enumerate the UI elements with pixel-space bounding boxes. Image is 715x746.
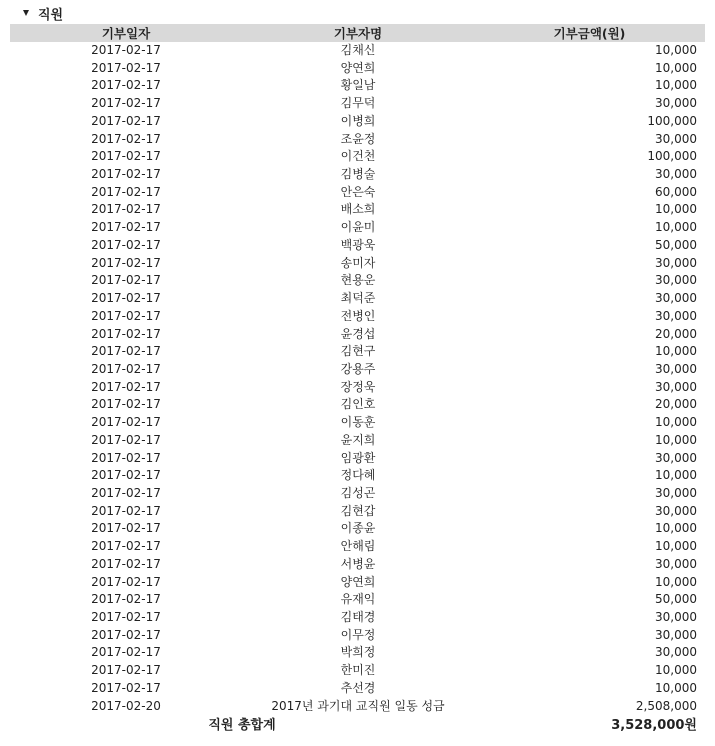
column-header-date: 기부일자 (10, 24, 242, 42)
table-row (10, 485, 705, 503)
table-row (10, 520, 705, 538)
table-header-row (10, 24, 705, 42)
row-donor-name: 최덕준 (340, 291, 376, 306)
row-donor-name: 서병윤 (340, 556, 376, 571)
row-amount: 10,000 (655, 344, 697, 359)
row-donor-name: 유재익 (340, 592, 376, 607)
row-amount: 30,000 (655, 503, 697, 518)
row-donor-name: 김현갑 (340, 503, 376, 518)
row-amount: 10,000 (655, 432, 697, 447)
row-date: 2017-02-17 (91, 326, 161, 341)
table-row (10, 201, 705, 219)
row-date: 2017-02-17 (91, 645, 161, 660)
row-donor-name: 추선경 (340, 680, 376, 695)
row-donor-name: 배소희 (340, 202, 376, 217)
row-amount: 10,000 (655, 415, 697, 430)
row-date: 2017-02-17 (91, 680, 161, 695)
row-donor-name: 안해림 (340, 539, 376, 554)
row-amount: 10,000 (655, 680, 697, 695)
row-donor-name: 장정욱 (340, 379, 376, 394)
table-row (10, 77, 705, 95)
row-amount: 30,000 (655, 450, 697, 465)
row-date: 2017-02-17 (91, 184, 161, 199)
table-row (10, 414, 705, 432)
table-row (10, 184, 705, 202)
section-title: 직원 (38, 7, 64, 23)
row-donor-name: 김채신 (340, 43, 376, 57)
row-amount: 30,000 (655, 485, 697, 500)
row-date: 2017-02-17 (91, 273, 161, 288)
total-row (10, 715, 705, 737)
row-donor-name: 정다혜 (340, 468, 376, 483)
row-date: 2017-02-17 (91, 415, 161, 430)
row-amount: 10,000 (655, 78, 697, 93)
row-amount: 30,000 (655, 291, 697, 306)
table-row (10, 60, 705, 78)
row-donor-name: 이무정 (340, 627, 376, 642)
row-amount: 10,000 (655, 521, 697, 536)
table-row (10, 396, 705, 414)
table-row (10, 343, 705, 361)
table-row (10, 166, 705, 184)
row-date: 2017-02-17 (91, 149, 161, 164)
table-row (10, 609, 705, 627)
row-donor-name: 김태경 (340, 610, 376, 624)
row-donor-name: 안은숙 (340, 184, 376, 199)
table-row (10, 255, 705, 273)
table-row (10, 148, 705, 166)
row-amount: 30,000 (655, 167, 697, 182)
row-date: 2017-02-17 (91, 397, 161, 412)
row-donor-name: 전병인 (340, 308, 376, 323)
row-date: 2017-02-17 (91, 255, 161, 270)
row-amount: 30,000 (655, 610, 697, 624)
row-donor-name: 2017년 과기대 교직원 일동 성금 (271, 698, 445, 713)
row-donor-name: 이동훈 (340, 415, 376, 430)
row-donor-name: 박희정 (340, 645, 376, 660)
row-donor-name: 김성곤 (340, 485, 376, 500)
table-row (10, 308, 705, 326)
row-date: 2017-02-17 (91, 96, 161, 111)
row-donor-name: 양연희 (340, 60, 376, 75)
table-row (10, 698, 705, 716)
row-donor-name: 이종윤 (340, 521, 376, 536)
collapse-triangle-icon[interactable] (23, 10, 29, 16)
row-amount: 20,000 (655, 326, 697, 341)
row-date: 2017-02-17 (91, 237, 161, 252)
row-amount: 10,000 (655, 220, 697, 235)
row-date: 2017-02-17 (91, 610, 161, 624)
row-donor-name: 임광환 (340, 450, 376, 465)
row-donor-name: 김현구 (340, 344, 376, 359)
row-amount: 30,000 (655, 627, 697, 642)
donation-table (10, 24, 705, 737)
table-row (10, 450, 705, 468)
row-amount: 30,000 (655, 273, 697, 288)
row-donor-name: 김병술 (340, 167, 376, 182)
table-row (10, 432, 705, 450)
row-date: 2017-02-17 (91, 468, 161, 483)
row-amount: 30,000 (655, 96, 697, 111)
row-date: 2017-02-17 (91, 113, 161, 128)
row-donor-name: 양연희 (340, 574, 376, 589)
row-donor-name: 이건천 (340, 149, 376, 164)
row-date: 2017-02-17 (91, 291, 161, 306)
row-amount: 30,000 (655, 131, 697, 146)
row-date: 2017-02-17 (91, 361, 161, 376)
row-amount: 60,000 (655, 184, 697, 199)
row-date: 2017-02-17 (91, 574, 161, 589)
table-row (10, 662, 705, 680)
row-amount: 30,000 (655, 379, 697, 394)
row-date: 2017-02-17 (91, 308, 161, 323)
row-date: 2017-02-17 (91, 592, 161, 607)
table-row (10, 219, 705, 237)
table-row (10, 379, 705, 397)
row-donor-name: 현용운 (340, 273, 376, 288)
column-header-name: 기부자명 (242, 24, 474, 42)
table-row (10, 95, 705, 113)
row-date: 2017-02-17 (91, 379, 161, 394)
row-donor-name: 윤경섭 (340, 326, 376, 341)
table-row (10, 361, 705, 379)
row-donor-name: 황일남 (340, 78, 376, 93)
row-date: 2017-02-17 (91, 450, 161, 465)
row-date: 2017-02-17 (91, 220, 161, 235)
row-date: 2017-02-17 (91, 539, 161, 554)
row-date: 2017-02-17 (91, 43, 161, 57)
row-amount: 50,000 (655, 592, 697, 607)
row-amount: 50,000 (655, 237, 697, 252)
table-row (10, 326, 705, 344)
row-donor-name: 조윤정 (340, 131, 376, 146)
table-body (10, 42, 705, 715)
table-row (10, 42, 705, 60)
table-row (10, 574, 705, 592)
row-amount: 2,508,000 (635, 698, 697, 713)
row-amount: 30,000 (655, 645, 697, 660)
row-date: 2017-02-17 (91, 202, 161, 217)
table-row (10, 627, 705, 645)
row-amount: 30,000 (655, 361, 697, 376)
table-row (10, 591, 705, 609)
table-row (10, 556, 705, 574)
row-amount: 10,000 (655, 202, 697, 217)
row-donor-name: 한미진 (340, 663, 376, 678)
table-row (10, 290, 705, 308)
row-donor-name: 김무덕 (340, 96, 376, 111)
row-amount: 10,000 (655, 539, 697, 554)
row-date: 2017-02-20 (91, 698, 161, 713)
row-donor-name: 이윤미 (340, 220, 376, 235)
row-amount: 10,000 (655, 468, 697, 483)
row-date: 2017-02-17 (91, 556, 161, 571)
row-donor-name: 백광욱 (340, 237, 376, 252)
row-donor-name: 윤지희 (340, 432, 376, 447)
row-date: 2017-02-17 (91, 627, 161, 642)
table-row (10, 467, 705, 485)
row-donor-name: 김인호 (340, 397, 376, 412)
table-row (10, 644, 705, 662)
row-amount: 20,000 (655, 397, 697, 412)
table-row (10, 237, 705, 255)
row-date: 2017-02-17 (91, 432, 161, 447)
row-date: 2017-02-17 (91, 503, 161, 518)
row-amount: 30,000 (655, 255, 697, 270)
table-row (10, 538, 705, 556)
row-donor-name: 이병희 (340, 113, 376, 128)
row-amount: 10,000 (655, 60, 697, 75)
row-date: 2017-02-17 (91, 663, 161, 678)
table-row (10, 680, 705, 698)
row-amount: 100,000 (647, 149, 697, 164)
row-date: 2017-02-17 (91, 521, 161, 536)
row-amount: 30,000 (655, 308, 697, 323)
row-amount: 30,000 (655, 556, 697, 571)
row-date: 2017-02-17 (91, 78, 161, 93)
table-row (10, 503, 705, 521)
row-date: 2017-02-17 (91, 60, 161, 75)
row-date: 2017-02-17 (91, 167, 161, 182)
row-date: 2017-02-17 (91, 131, 161, 146)
row-donor-name: 강용주 (340, 361, 376, 376)
table-row (10, 131, 705, 149)
row-amount: 10,000 (655, 663, 697, 678)
total-amount: 3,528,000원 (611, 718, 697, 734)
row-date: 2017-02-17 (91, 485, 161, 500)
row-amount: 10,000 (655, 43, 697, 57)
column-header-amount: 기부금액(원) (474, 24, 705, 42)
row-amount: 100,000 (647, 113, 697, 128)
row-donor-name: 송미자 (340, 255, 376, 270)
row-date: 2017-02-17 (91, 344, 161, 359)
row-amount: 10,000 (655, 574, 697, 589)
section-header-staff[interactable] (0, 4, 715, 22)
total-label: 직원 총합계 (208, 718, 276, 734)
table-row (10, 272, 705, 290)
table-row (10, 113, 705, 131)
